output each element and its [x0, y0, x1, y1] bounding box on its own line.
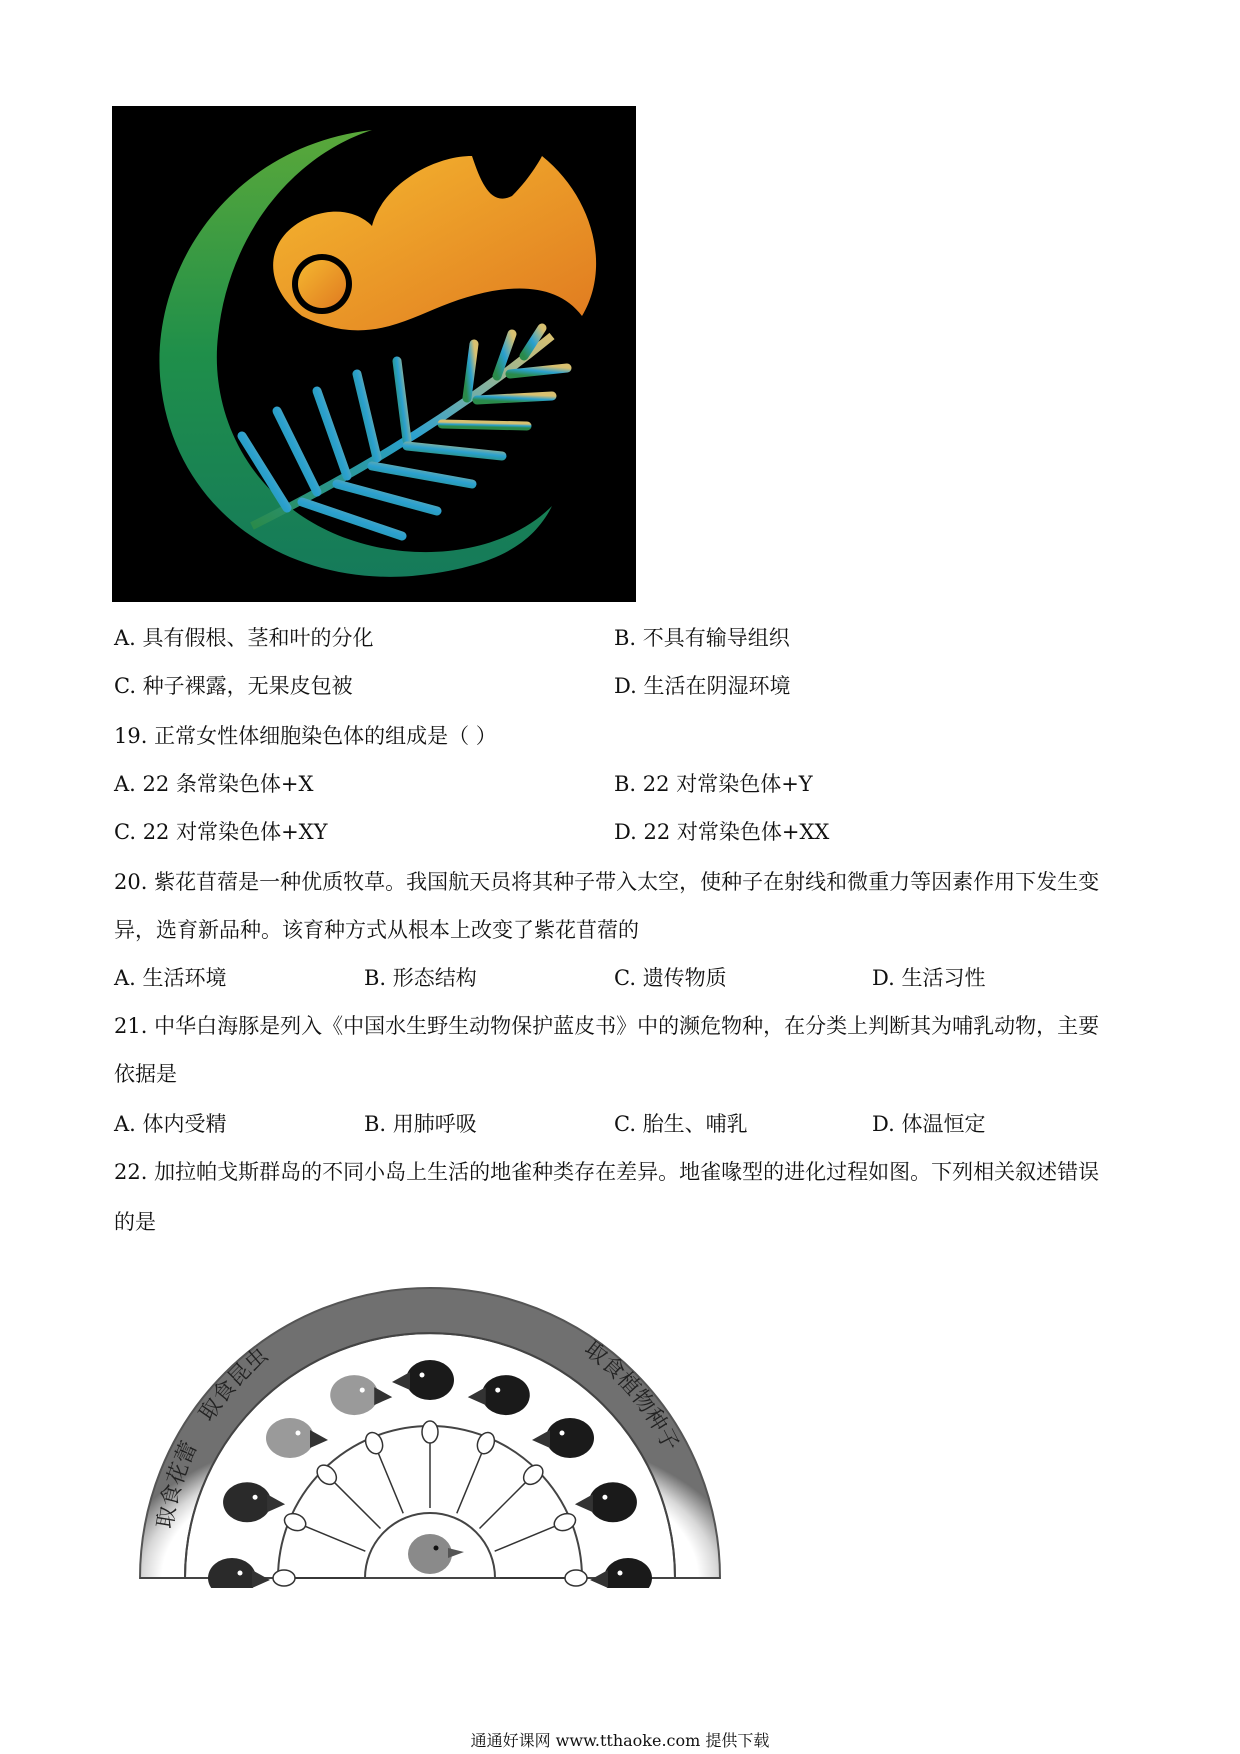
finch-head-icon — [575, 1482, 637, 1522]
finch-beak-evolution-figure — [130, 1262, 730, 1588]
q18-option-c[interactable]: C. 种子裸露，无果皮包被 — [114, 674, 353, 698]
q19-option-b[interactable]: B. 22 对常染色体+Y — [614, 772, 813, 796]
finch-head-icon — [223, 1482, 285, 1522]
evolution-branch-line — [303, 1525, 366, 1551]
branch-tip — [422, 1421, 438, 1443]
finch-head-icon — [392, 1360, 454, 1400]
evolution-branch-line — [332, 1480, 380, 1528]
ancestor-finch-icon — [408, 1534, 464, 1574]
q20-option-c[interactable]: C. 遗传物质 — [614, 966, 727, 990]
q22-stem-line2: 的是 — [114, 1210, 156, 1234]
evolution-branch-line — [495, 1525, 558, 1551]
q20-option-d[interactable]: D. 生活习性 — [872, 966, 986, 990]
finch-head-icon — [590, 1558, 652, 1588]
page-footer: 通通好课网 www.tthaoke.com 提供下载 — [470, 1731, 770, 1750]
branch-tip — [565, 1570, 587, 1586]
q20-option-a[interactable]: A. 生活环境 — [114, 966, 227, 990]
branch-tip — [273, 1570, 295, 1586]
q20-option-b[interactable]: B. 形态结构 — [364, 966, 477, 990]
q18-option-d[interactable]: D. 生活在阴湿环境 — [614, 674, 791, 698]
q20-stem-line1: 20. 紫花苜蓿是一种优质牧草。我国航天员将其种子带入太空，使种子在射线和微重力等因素作用下发生变 — [114, 870, 1100, 894]
q19-stem: 19. 正常女性体细胞染色体的组成是（ ） — [114, 724, 497, 748]
q21-option-d[interactable]: D. 体温恒定 — [872, 1112, 986, 1136]
label-flower-buds: 取食花蕾 — [153, 1437, 203, 1531]
q21-stem-line1: 21. 中华白海豚是列入《中国水生野生动物保护蓝皮书》中的濒危物种，在分类上判断其为哺乳动物，主要 — [114, 1014, 1100, 1038]
q18-option-b[interactable]: B. 不具有输导组织 — [614, 626, 790, 650]
q19-option-a[interactable]: A. 22 条常染色体+X — [114, 772, 314, 796]
label-plant-seeds: 取食植物种子 — [579, 1336, 683, 1456]
q20-stem-line2: 异，选育新品种。该育种方式从根本上改变了紫花苜蓿的 — [114, 918, 639, 942]
finch-head-icon — [532, 1418, 594, 1458]
q18-option-a[interactable]: A. 具有假根、茎和叶的分化 — [114, 626, 374, 650]
label-insects: 取食昆虫 — [194, 1343, 274, 1426]
q19-option-d[interactable]: D. 22 对常染色体+XX — [614, 820, 830, 844]
evolution-branch-line — [377, 1451, 403, 1514]
q21-option-c[interactable]: C. 胎生、哺乳 — [614, 1112, 748, 1136]
finch-head-icon — [208, 1558, 270, 1588]
q21-stem-line2: 依据是 — [114, 1062, 177, 1086]
q22-stem-line1: 22. 加拉帕戈斯群岛的不同小岛上生活的地雀种类存在差异。地雀喙型的进化过程如图。下列相关叙述错误 — [114, 1160, 1100, 1184]
evolution-branch-line — [457, 1451, 483, 1514]
q19-option-c[interactable]: C. 22 对常染色体+XY — [114, 820, 328, 844]
finch-head-icon — [266, 1418, 328, 1458]
finch-head-icon — [330, 1375, 392, 1415]
q21-option-b[interactable]: B. 用肺呼吸 — [364, 1112, 477, 1136]
logo-image — [112, 106, 636, 602]
q21-option-a[interactable]: A. 体内受精 — [114, 1112, 227, 1136]
evolution-branch-line — [479, 1480, 527, 1528]
finch-head-icon — [468, 1375, 530, 1415]
